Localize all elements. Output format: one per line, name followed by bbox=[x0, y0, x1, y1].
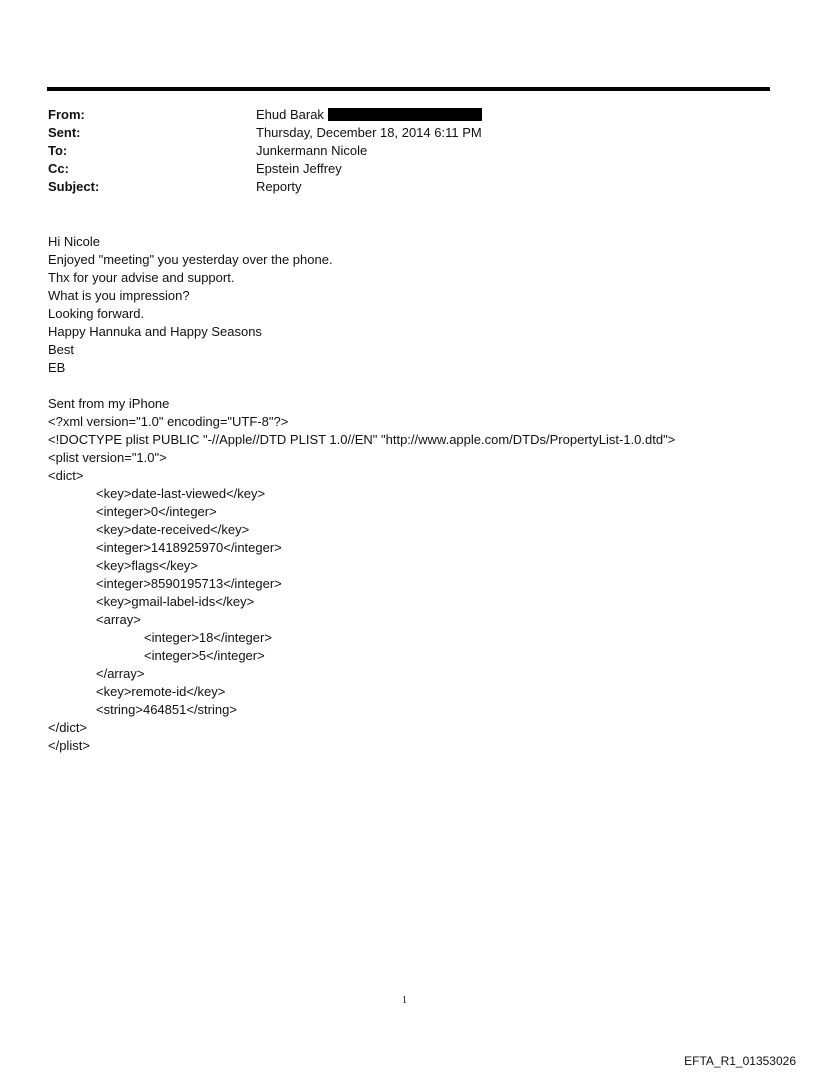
plist-entry: <key>date-received</key> bbox=[96, 522, 250, 537]
message-line: Looking forward. bbox=[48, 306, 145, 321]
plist-entry: <integer>1418925970</integer> bbox=[96, 540, 282, 555]
page-number: 1 bbox=[402, 995, 407, 1006]
plist-array-item: <integer>18</integer> bbox=[144, 630, 272, 645]
to-row bbox=[48, 142, 748, 160]
plist-doctype: <!DOCTYPE plist PUBLIC "-//Apple//DTD PLIST 1.0//EN" "http://www.apple.com/DTDs/PropertyList-1.0.dtd"> bbox=[48, 432, 676, 447]
redaction-block bbox=[328, 108, 482, 121]
dict-close-tag: </dict> bbox=[48, 720, 88, 735]
plist-entry: <key>gmail-label-ids</key> bbox=[96, 594, 255, 609]
message-line: Happy Hannuka and Happy Seasons bbox=[48, 324, 262, 339]
plist-entry: <key>remote-id</key> bbox=[96, 684, 226, 699]
plist-entry: </array> bbox=[96, 666, 145, 681]
plist-open-tag: <plist version="1.0"> bbox=[48, 450, 167, 465]
blank-line bbox=[48, 377, 788, 395]
plist-entry: <array> bbox=[96, 612, 141, 627]
from-name: Ehud Barak bbox=[256, 107, 324, 122]
sent-value: Thursday, December 18, 2014 6:11 PM bbox=[256, 125, 482, 140]
top-divider bbox=[47, 87, 770, 91]
to-value: Junkermann Nicole bbox=[256, 143, 368, 158]
from-label: From: bbox=[48, 107, 85, 122]
xml-declaration: <?xml version="1.0" encoding="UTF-8"?> bbox=[48, 414, 289, 429]
subject-row bbox=[48, 178, 748, 196]
plist-array-item: <integer>5</integer> bbox=[144, 648, 265, 663]
sent-row bbox=[48, 124, 748, 142]
message-line: Best bbox=[48, 342, 75, 357]
plist-entry: <integer>8590195713</integer> bbox=[96, 576, 282, 591]
plist-entry: <integer>0</integer> bbox=[96, 504, 217, 519]
cc-label: Cc: bbox=[48, 161, 69, 176]
cc-row bbox=[48, 160, 748, 178]
message-line: EB bbox=[48, 360, 66, 375]
message-line: Hi Nicole bbox=[48, 234, 101, 249]
email-header bbox=[48, 106, 748, 196]
to-label: To: bbox=[48, 143, 68, 158]
from-value bbox=[256, 106, 482, 124]
from-row bbox=[48, 106, 748, 124]
sent-label: Sent: bbox=[48, 125, 81, 140]
document-id: EFTA_R1_01353026 bbox=[684, 1054, 796, 1068]
cc-value: Epstein Jeffrey bbox=[256, 161, 342, 176]
message-line: Thx for your advise and support. bbox=[48, 270, 235, 285]
email-body bbox=[48, 233, 788, 755]
plist-entry: <key>date-last-viewed</key> bbox=[96, 486, 266, 501]
plist-close-tag: </plist> bbox=[48, 738, 90, 753]
subject-value: Reporty bbox=[256, 179, 302, 194]
plist-entry: <string>464851</string> bbox=[96, 702, 237, 717]
message-line: What is you impression? bbox=[48, 288, 190, 303]
signature-line: Sent from my iPhone bbox=[48, 396, 170, 411]
plist-entry: <key>flags</key> bbox=[96, 558, 198, 573]
message-line: Enjoyed "meeting" you yesterday over the phone. bbox=[48, 252, 333, 267]
subject-label: Subject: bbox=[48, 179, 100, 194]
dict-open-tag: <dict> bbox=[48, 468, 84, 483]
